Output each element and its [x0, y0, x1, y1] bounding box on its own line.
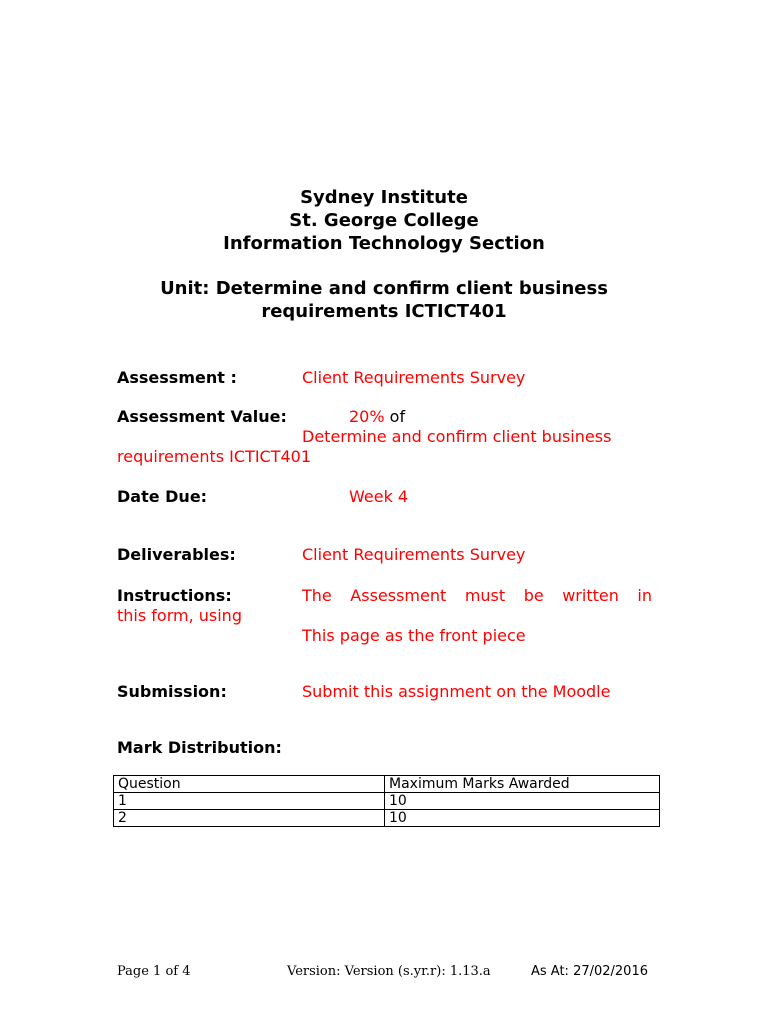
unit-title-line1: Unit: Determine and confirm client business — [160, 278, 608, 299]
deliverables-label: Deliverables: — [117, 545, 236, 564]
deliverables-value: Client Requirements Survey — [302, 545, 526, 564]
college-name: St. George College — [289, 210, 479, 231]
assessment-unit-line2: requirements ICTICT401 — [117, 447, 312, 466]
unit-title — [0, 277, 768, 323]
header-question: Question — [114, 776, 385, 793]
submission-value: Submit this assignment on the Moodle — [302, 682, 611, 701]
instructions-word: Assessment — [350, 586, 447, 605]
institution-name: Sydney Institute — [300, 187, 468, 208]
question-cell: 1 — [114, 793, 385, 810]
instructions-word: be — [523, 586, 544, 605]
header-max-marks: Maximum Marks Awarded — [385, 776, 660, 793]
marks-cell: 10 — [385, 793, 660, 810]
table-header-row — [114, 776, 660, 793]
instructions-word: must — [464, 586, 506, 605]
table-row — [114, 793, 660, 810]
instructions-word: in — [637, 586, 652, 605]
instructions-line2: this form, using — [117, 606, 242, 625]
marks-cell: 10 — [385, 810, 660, 827]
mark-distribution-table — [113, 775, 660, 827]
assessment-of: of — [384, 407, 406, 426]
question-cell: 2 — [114, 810, 385, 827]
assessment-value-label: Assessment Value: — [117, 407, 287, 426]
assessment-value: Client Requirements Survey — [302, 368, 526, 387]
instructions-label: Instructions: — [117, 586, 232, 605]
instructions-word: written — [562, 586, 619, 605]
instructions-word: The — [302, 586, 332, 605]
unit-title-line2: requirements ICTICT401 — [261, 301, 507, 322]
assessment-weight — [349, 407, 405, 427]
date-due-label: Date Due: — [117, 487, 208, 506]
footer-page-number: Page 1 of 4 — [117, 964, 191, 979]
assessment-percent: 20% — [349, 407, 385, 426]
instructions-line1 — [302, 586, 652, 606]
instructions-line3: This page as the front piece — [302, 626, 526, 645]
section-name: Information Technology Section — [223, 233, 545, 254]
footer-as-at: As At: 27/02/2016 — [531, 964, 648, 979]
institution-header — [0, 186, 768, 255]
mark-distribution-title: Mark Distribution: — [117, 738, 282, 757]
submission-label: Submission: — [117, 682, 227, 701]
footer-version: Version: Version (s.yr.r): 1.13.a — [287, 964, 491, 979]
table-row — [114, 810, 660, 827]
assessment-label: Assessment : — [117, 368, 237, 387]
assessment-unit-line1: Determine and confirm client business — [302, 427, 612, 446]
date-due-value: Week 4 — [349, 487, 409, 506]
